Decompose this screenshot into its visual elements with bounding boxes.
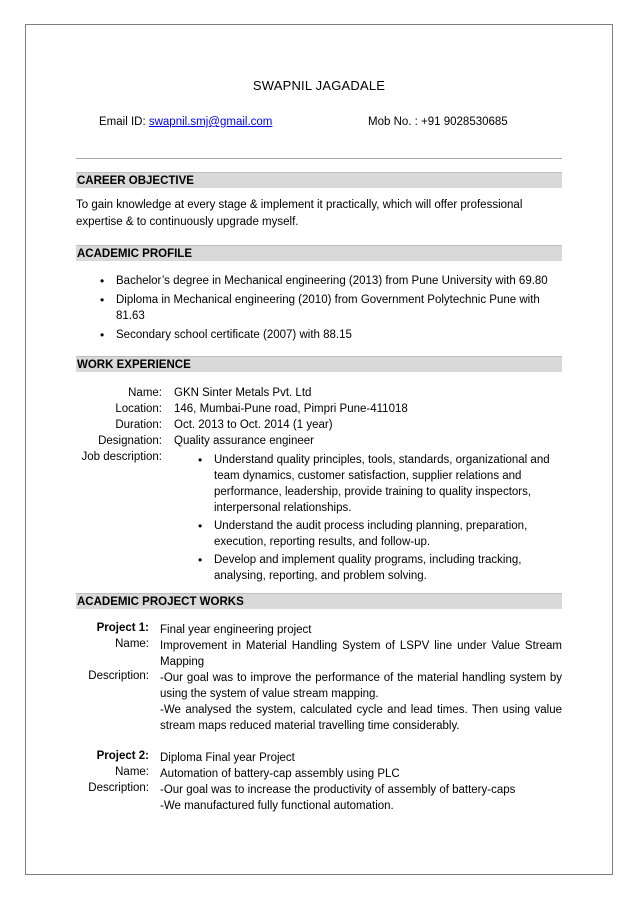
project-2-description-2: -We manufactured fully functional automation. — [160, 800, 394, 812]
career-objective-text — [76, 197, 562, 231]
work-name-label: Name: — [128, 387, 162, 399]
mobile-number: Mob No. : +91 9028530685 — [368, 116, 508, 128]
project-1-label: Project 1: — [96, 622, 149, 634]
job-description-label: Job description: — [81, 451, 162, 463]
page-border — [25, 24, 613, 875]
career-objective-line-1: To gain knowledge at every stage & implement it practically, which will offer professional — [76, 199, 523, 211]
project-2-name: Automation of battery-cap assembly using PLC — [160, 768, 400, 780]
email-link[interactable]: swapnil.smj@gmail.com — [148, 116, 273, 128]
job-description-list — [194, 452, 562, 584]
work-location: 146, Mumbai-Pune road, Pimpri Pune-411018 — [174, 403, 408, 415]
project-1-name-label: Name: — [115, 638, 149, 650]
work-location-label: Location: — [115, 403, 162, 415]
project-2-title: Diploma Final year Project — [160, 752, 295, 764]
job-duty-item: • Understand quality principles, tools, standards, organizational and team dynamics, customer satisfaction, supplier relations and performance, leadership, provide training to quality inspectors, interpersonal relationships. — [194, 452, 562, 516]
work-designation: Quality assurance engineer — [174, 435, 314, 447]
project-2-description-1: -Our goal was to increase the productivity of assembly of battery-caps — [160, 784, 516, 796]
academic-item-diploma: • Diploma in Mechanical engineering (2010) from Government Polytechnic Pune with 81.63 — [96, 292, 562, 324]
work-duration: Oct. 2013 to Oct. 2014 (1 year) — [174, 419, 333, 431]
email-label: Email ID: — [99, 116, 146, 128]
candidate-name: SWAPNIL JAGADALE — [252, 78, 386, 93]
project-1-description-label: Description: — [88, 670, 149, 682]
academic-projects-heading: ACADEMIC PROJECT WORKS — [76, 593, 562, 609]
email-row — [99, 116, 272, 128]
academic-item-ssc: • Secondary school certificate (2007) with 88.15 — [96, 327, 562, 343]
header-divider — [76, 158, 562, 159]
work-designation-label: Designation: — [98, 435, 162, 447]
project-2-label: Project 2: — [96, 750, 149, 762]
work-duration-label: Duration: — [115, 419, 162, 431]
work-company-name: GKN Sinter Metals Pvt. Ltd — [174, 387, 312, 399]
project-1-name: Improvement in Material Handling System of LSPV line under Value Stream Mapping — [160, 640, 562, 668]
project-1-title: Final year engineering project — [160, 624, 312, 636]
academic-profile-list — [96, 273, 562, 343]
career-objective-heading: CAREER OBJECTIVE — [76, 172, 562, 188]
academic-item-bachelors: • Bachelor’s degree in Mechanical engineering (2013) from Pune University with 69.80 — [96, 273, 562, 289]
project-1-description-1: -Our goal was to improve the performance of the material handling system by using the system of value stream mapping. — [160, 672, 562, 700]
job-duty-item: • Develop and implement quality programs, including tracking, analysing, reporting, and problem solving. — [194, 552, 562, 584]
project-2-name-label: Name: — [115, 766, 149, 778]
academic-profile-heading: ACADEMIC PROFILE — [76, 245, 562, 261]
job-duty-item: • Understand the audit process including planning, preparation, execution, reporting results, and follow-up. — [194, 518, 562, 550]
project-2-description-label: Description: — [88, 782, 149, 794]
career-objective-line-2: expertise & to continuously upgrade myself. — [76, 216, 299, 228]
work-experience-heading: WORK EXPERIENCE — [76, 356, 562, 372]
project-1-description-2: -We analysed the system, calculated cycle and lead times. Then using value stream maps reduced material travelling time considerably. — [160, 704, 562, 732]
